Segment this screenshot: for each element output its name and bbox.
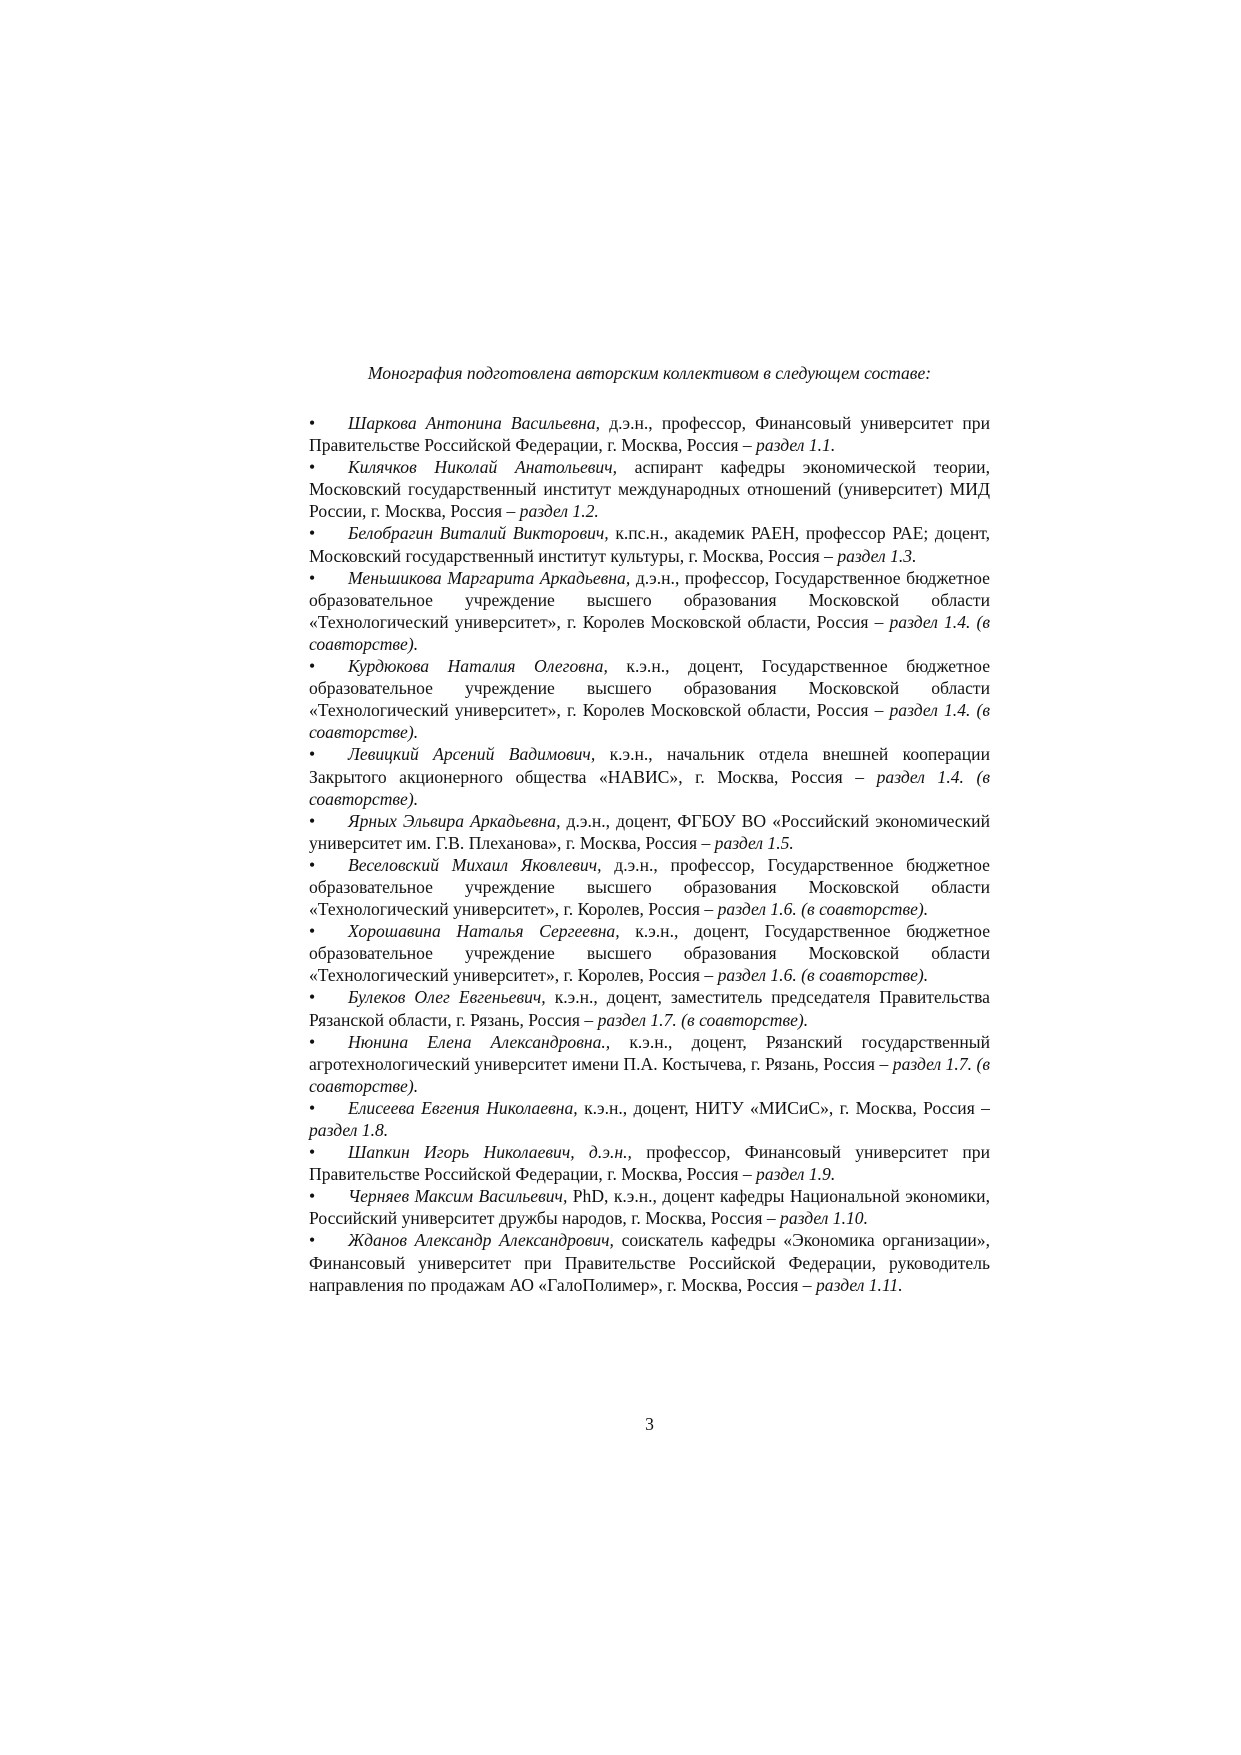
- bullet: •: [309, 656, 316, 677]
- author-name: Булеков Олег Евгеньевич,: [348, 987, 546, 1008]
- author-name: Левицкий Арсений Вадимович,: [348, 744, 596, 765]
- author-name: Черняев Максим Васильевич,: [348, 1186, 568, 1207]
- author-entry: [309, 854, 990, 920]
- author-name: Жданов Александр Александрович,: [348, 1230, 614, 1251]
- author-name: Белобрагин Виталий Викторович,: [348, 523, 609, 544]
- author-entry: [309, 655, 990, 743]
- author-entry: [309, 1141, 990, 1185]
- bullet: •: [309, 457, 316, 478]
- author-details: к.пс.н., академик РАЕН, профессор РАЕ; доцент, Московский государственный институт культуры, г. Москва, Россия –: [309, 523, 990, 566]
- author-name: Шапкин Игорь Николаевич, д.э.н.,: [348, 1142, 632, 1163]
- author-entry: [309, 920, 990, 986]
- author-section: раздел 1.6. (в соавторстве).: [717, 899, 929, 920]
- author-section: раздел 1.11.: [815, 1274, 903, 1295]
- author-list: [309, 412, 990, 1296]
- author-details: д.э.н., доцент, ФГБОУ ВО «Российский экономический университет им. Г.В. Плеханова», г. Москва, Россия –: [309, 810, 990, 853]
- author-details: к.э.н., доцент, Государственное бюджетное образовательное учреждение высшего образования Московской области «Технологический университет», г. Королев, Россия –: [309, 921, 991, 986]
- author-details: к.э.н., доцент, Рязанский государственный агротехнологический университет имени П.А. Костычева, г. Рязань, Россия –: [309, 1031, 990, 1074]
- author-details: к.э.н., доцент, НИТУ «МИСиС», г. Москва, Россия –: [577, 1097, 990, 1118]
- author-name: Шаркова Антонина Васильевна,: [348, 413, 601, 433]
- bullet: •: [309, 921, 316, 942]
- bullet: •: [309, 1230, 316, 1251]
- author-name: Нюнина Елена Александровна.,: [348, 1031, 611, 1052]
- author-section: раздел 1.8.: [309, 1120, 389, 1140]
- author-entry: [309, 1185, 990, 1229]
- bullet: •: [309, 1031, 316, 1052]
- author-section: раздел 1.6. (в соавторстве).: [717, 965, 929, 986]
- bullet: •: [309, 1186, 316, 1207]
- author-details: д.э.н., профессор, Финансовый университет при Правительстве Российской Федерации, г. Москва, Россия –: [309, 413, 990, 456]
- author-entry: [309, 743, 990, 809]
- author-section: раздел 1.9.: [756, 1164, 836, 1185]
- bullet: •: [309, 567, 316, 588]
- bullet: •: [309, 1097, 316, 1118]
- bullet: •: [309, 854, 316, 875]
- author-name: Ярных Эльвира Аркадьевна,: [348, 810, 561, 831]
- author-section: раздел 1.7. (в соавторстве).: [597, 1009, 809, 1030]
- author-name: Веселовский Михаил Яковлевич,: [348, 854, 602, 875]
- author-details: аспирант кафедры экономической теории, Московский государственный институт международных отношений (университет) МИД России, г. Москва, Россия –: [309, 457, 990, 522]
- author-details: д.э.н., профессор, Государственное бюджетное образовательное учреждение высшего образования Московской области «Технологический университет», г. Королев Московской области, Россия –: [309, 567, 990, 632]
- author-entry: [309, 412, 990, 456]
- author-name: Курдюкова Наталия Олеговна,: [348, 656, 608, 677]
- author-section: раздел 1.4. (в соавторстве).: [309, 700, 990, 743]
- author-entry: [309, 810, 990, 854]
- author-details: профессор, Финансовый университет при Правительстве Российской Федерации, г. Москва, Россия –: [309, 1142, 990, 1185]
- author-entry: [309, 1031, 990, 1097]
- author-details: PhD, к.э.н., доцент кафедры Национальной экономики, Российский университет дружбы народов, г. Москва, Россия –: [309, 1186, 990, 1229]
- bullet: •: [309, 810, 316, 831]
- author-entry: [309, 567, 990, 655]
- bullet: •: [309, 413, 316, 433]
- author-entry: [309, 522, 990, 566]
- author-details: к.э.н., доцент, заместитель председателя Правительства Рязанской области, г. Рязань, Россия –: [309, 987, 990, 1030]
- page-number: 3: [645, 1414, 654, 1434]
- author-entry: [309, 456, 990, 522]
- author-details: д.э.н., профессор, Государственное бюджетное образовательное учреждение высшего образования Московской области «Технологический университет», г. Королев, Россия –: [309, 854, 990, 920]
- author-entry: [309, 1097, 990, 1141]
- author-section: раздел 1.10.: [780, 1208, 868, 1229]
- author-name: Елисеева Евгения Николаевна,: [348, 1097, 578, 1118]
- author-name: Хорошавина Наталья Сергеевна,: [348, 921, 620, 942]
- bullet: •: [309, 523, 316, 544]
- author-name: Меньшикова Маргарита Аркадьевна,: [348, 567, 631, 588]
- author-details: к.э.н., доцент, Государственное бюджетное образовательное учреждение высшего образования Московской области «Технологический университет», г. Королев Московской области, Россия –: [309, 656, 990, 721]
- author-section: раздел 1.4. (в соавторстве).: [309, 766, 990, 809]
- author-entry: [309, 1229, 990, 1295]
- author-section: раздел 1.4. (в соавторстве).: [309, 611, 990, 654]
- author-entry: [309, 986, 990, 1030]
- author-details: соискатель кафедры «Экономика организации», Финансовый университет при Правительстве Российской Федерации, руководитель направления по продажам АО «ГалоПолимер», г. Москва, Россия –: [309, 1230, 990, 1295]
- author-section: раздел 1.2.: [519, 501, 599, 522]
- bullet: •: [309, 987, 316, 1008]
- bullet: •: [309, 1142, 316, 1163]
- author-section: раздел 1.7. (в соавторстве).: [309, 1053, 990, 1096]
- bullet: •: [309, 744, 316, 765]
- author-section: раздел 1.1.: [756, 435, 836, 456]
- author-section: раздел 1.5.: [714, 832, 794, 853]
- author-name: Килячков Николай Анатольевич,: [348, 457, 617, 478]
- author-section: раздел 1.3.: [837, 545, 917, 566]
- page-heading: Монография подготовлена авторским коллективом в следующем составе:: [367, 363, 932, 383]
- author-details: к.э.н., начальник отдела внешней кооперации Закрытого акционерного общества «НАВИС», г. Москва, Россия –: [309, 744, 990, 787]
